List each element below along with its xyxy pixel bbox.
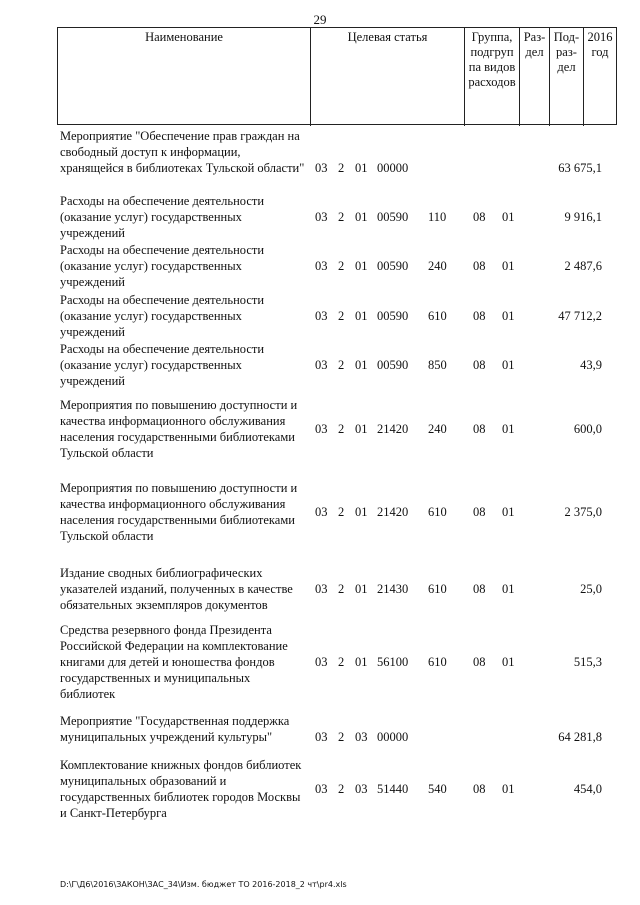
- header-section-line: Раз-: [523, 30, 546, 44]
- row-subsection: 01: [502, 358, 515, 372]
- row-event: 03: [355, 730, 368, 744]
- row-program: 03: [315, 309, 328, 323]
- header-group-line: па видов: [468, 60, 516, 74]
- row-event: 01: [355, 161, 368, 175]
- header-subsection-line: Под-: [553, 30, 580, 44]
- row-subprogram: 2: [338, 422, 345, 436]
- row-event: 01: [355, 358, 368, 372]
- file-path-footer: D:\Г\Д6\2016\ЗАКОН\ЗАС_34\Изм. бюджет ТО 2016-2018_2 чт\pr4.xls: [60, 880, 347, 889]
- header-year: 2016 год: [587, 30, 613, 59]
- row-group: 610: [428, 505, 447, 519]
- header-target: Целевая статья: [311, 28, 465, 126]
- row-name: Мероприятие "Обеспечение прав граждан на свободный доступ к информации, хранящейся в библиотеках Тульской области": [60, 129, 305, 175]
- row-amount: 2 375,0: [564, 505, 602, 519]
- row-section: 08: [473, 655, 486, 669]
- row-code: 21420: [377, 422, 409, 436]
- row-group: 610: [428, 655, 447, 669]
- row-amount: 600,0: [573, 422, 602, 436]
- row-amount: 454,0: [573, 782, 602, 796]
- row-group: 110: [428, 210, 447, 224]
- row-program: 03: [315, 505, 328, 519]
- header-section-line: дел: [525, 45, 544, 59]
- header-section: [520, 28, 550, 126]
- header-name: Наименование: [58, 28, 311, 126]
- row-subprogram: 2: [338, 582, 345, 596]
- header-subsection: [550, 28, 584, 126]
- row-name: Расходы на обеспечение деятельности (оказание услуг) государственных учреждений: [60, 342, 265, 388]
- row-subsection: 01: [502, 422, 515, 436]
- row-event: 01: [355, 309, 368, 323]
- row-section: 08: [473, 782, 486, 796]
- row-program: 03: [315, 655, 328, 669]
- row-code: 00000: [377, 730, 409, 744]
- row-amount: 43,9: [580, 358, 602, 372]
- row-amount: 25,0: [580, 582, 602, 596]
- row-event: 01: [355, 505, 368, 519]
- table-row: [0, 341, 640, 389]
- row-subsection: 01: [502, 582, 515, 596]
- row-subsection: 01: [502, 782, 515, 796]
- row-name: Расходы на обеспечение деятельности (оказание услуг) государственных учреждений: [60, 293, 265, 339]
- row-name: Издание сводных библиографических указателей изданий, полученных в качестве обязательных экземпляров документов: [60, 566, 293, 612]
- page-number: 29: [313, 12, 327, 27]
- row-program: 03: [315, 161, 328, 175]
- row-event: 01: [355, 422, 368, 436]
- row-section: 08: [473, 259, 486, 273]
- table-row: [0, 757, 640, 821]
- row-subsection: 01: [502, 259, 515, 273]
- row-code: 00590: [377, 210, 409, 224]
- row-name: Мероприятия по повышению доступности и качества информационного обслуживания населения государственными библиотеками Тульской области: [60, 398, 298, 460]
- row-amount: 2 487,6: [564, 259, 602, 273]
- row-name: Расходы на обеспечение деятельности (оказание услуг) государственных учреждений: [60, 194, 265, 240]
- header-group: [465, 28, 520, 126]
- row-code: 00000: [377, 161, 409, 175]
- table-header: [57, 27, 617, 125]
- row-section: 08: [473, 309, 486, 323]
- row-subsection: 01: [502, 655, 515, 669]
- table-row: [0, 193, 640, 241]
- row-group: 850: [428, 358, 447, 372]
- row-code: 00590: [377, 309, 409, 323]
- row-section: 08: [473, 505, 486, 519]
- row-subprogram: 2: [338, 505, 345, 519]
- row-code: 21430: [377, 582, 409, 596]
- row-code: 00590: [377, 358, 409, 372]
- row-amount: 64 281,8: [558, 730, 602, 744]
- row-program: 03: [315, 582, 328, 596]
- row-subprogram: 2: [338, 161, 345, 175]
- row-group: 610: [428, 582, 447, 596]
- row-program: 03: [315, 358, 328, 372]
- row-event: 01: [355, 259, 368, 273]
- row-code: 51440: [377, 782, 409, 796]
- table-row: [0, 480, 640, 544]
- row-code: 00590: [377, 259, 409, 273]
- row-subprogram: 2: [338, 782, 345, 796]
- table-row: [0, 713, 640, 745]
- row-group: 540: [428, 782, 447, 796]
- table-row: [0, 128, 640, 192]
- row-subprogram: 2: [338, 655, 345, 669]
- table-row: [0, 397, 640, 461]
- row-event: 01: [355, 655, 368, 669]
- header-group-line: подгруп: [470, 45, 514, 59]
- row-amount: 515,3: [573, 655, 602, 669]
- row-program: 03: [315, 259, 328, 273]
- row-section: 08: [473, 582, 486, 596]
- header-group-line: расходов: [468, 75, 516, 89]
- row-event: 01: [355, 210, 368, 224]
- row-subprogram: 2: [338, 210, 345, 224]
- row-section: 08: [473, 210, 486, 224]
- table-row: [0, 242, 640, 290]
- row-name: Средства резервного фонда Президента Российской Федерации на комплектование книгами для детей и юношества фондов государственных и муниципальных библиотек: [60, 623, 288, 701]
- row-event: 03: [355, 782, 368, 796]
- row-subsection: 01: [502, 210, 515, 224]
- row-subsection: 01: [502, 505, 515, 519]
- row-name: Мероприятия по повышению доступности и качества информационного обслуживания населения государственными библиотеками Тульской области: [60, 481, 298, 543]
- row-group: 240: [428, 259, 447, 273]
- row-name: Комплектование книжных фондов библиотек муниципальных образований и государственных библиотек городов Москвы и Санкт-Петербурга: [60, 758, 302, 820]
- row-event: 01: [355, 582, 368, 596]
- row-group: 610: [428, 309, 447, 323]
- row-name: Расходы на обеспечение деятельности (оказание услуг) государственных учреждений: [60, 243, 265, 289]
- row-section: 08: [473, 422, 486, 436]
- table-row: [0, 565, 640, 613]
- row-subprogram: 2: [338, 259, 345, 273]
- row-name: Мероприятие "Государственная поддержка муниципальных учреждений культуры": [60, 714, 290, 744]
- row-amount: 47 712,2: [558, 309, 602, 323]
- row-program: 03: [315, 210, 328, 224]
- header-subsection-line: дел: [557, 60, 576, 74]
- row-amount: 9 916,1: [564, 210, 602, 224]
- row-subsection: 01: [502, 309, 515, 323]
- row-subprogram: 2: [338, 730, 345, 744]
- row-program: 03: [315, 782, 328, 796]
- row-subprogram: 2: [338, 358, 345, 372]
- row-program: 03: [315, 422, 328, 436]
- row-amount: 63 675,1: [558, 161, 602, 175]
- row-code: 21420: [377, 505, 409, 519]
- header-subsection-line: раз-: [556, 45, 577, 59]
- row-group: 240: [428, 422, 447, 436]
- table-row: [0, 622, 640, 702]
- table-row: [0, 292, 640, 340]
- header-group-line: Группа,: [471, 30, 513, 44]
- row-subprogram: 2: [338, 309, 345, 323]
- row-program: 03: [315, 730, 328, 744]
- row-code: 56100: [377, 655, 409, 669]
- row-section: 08: [473, 358, 486, 372]
